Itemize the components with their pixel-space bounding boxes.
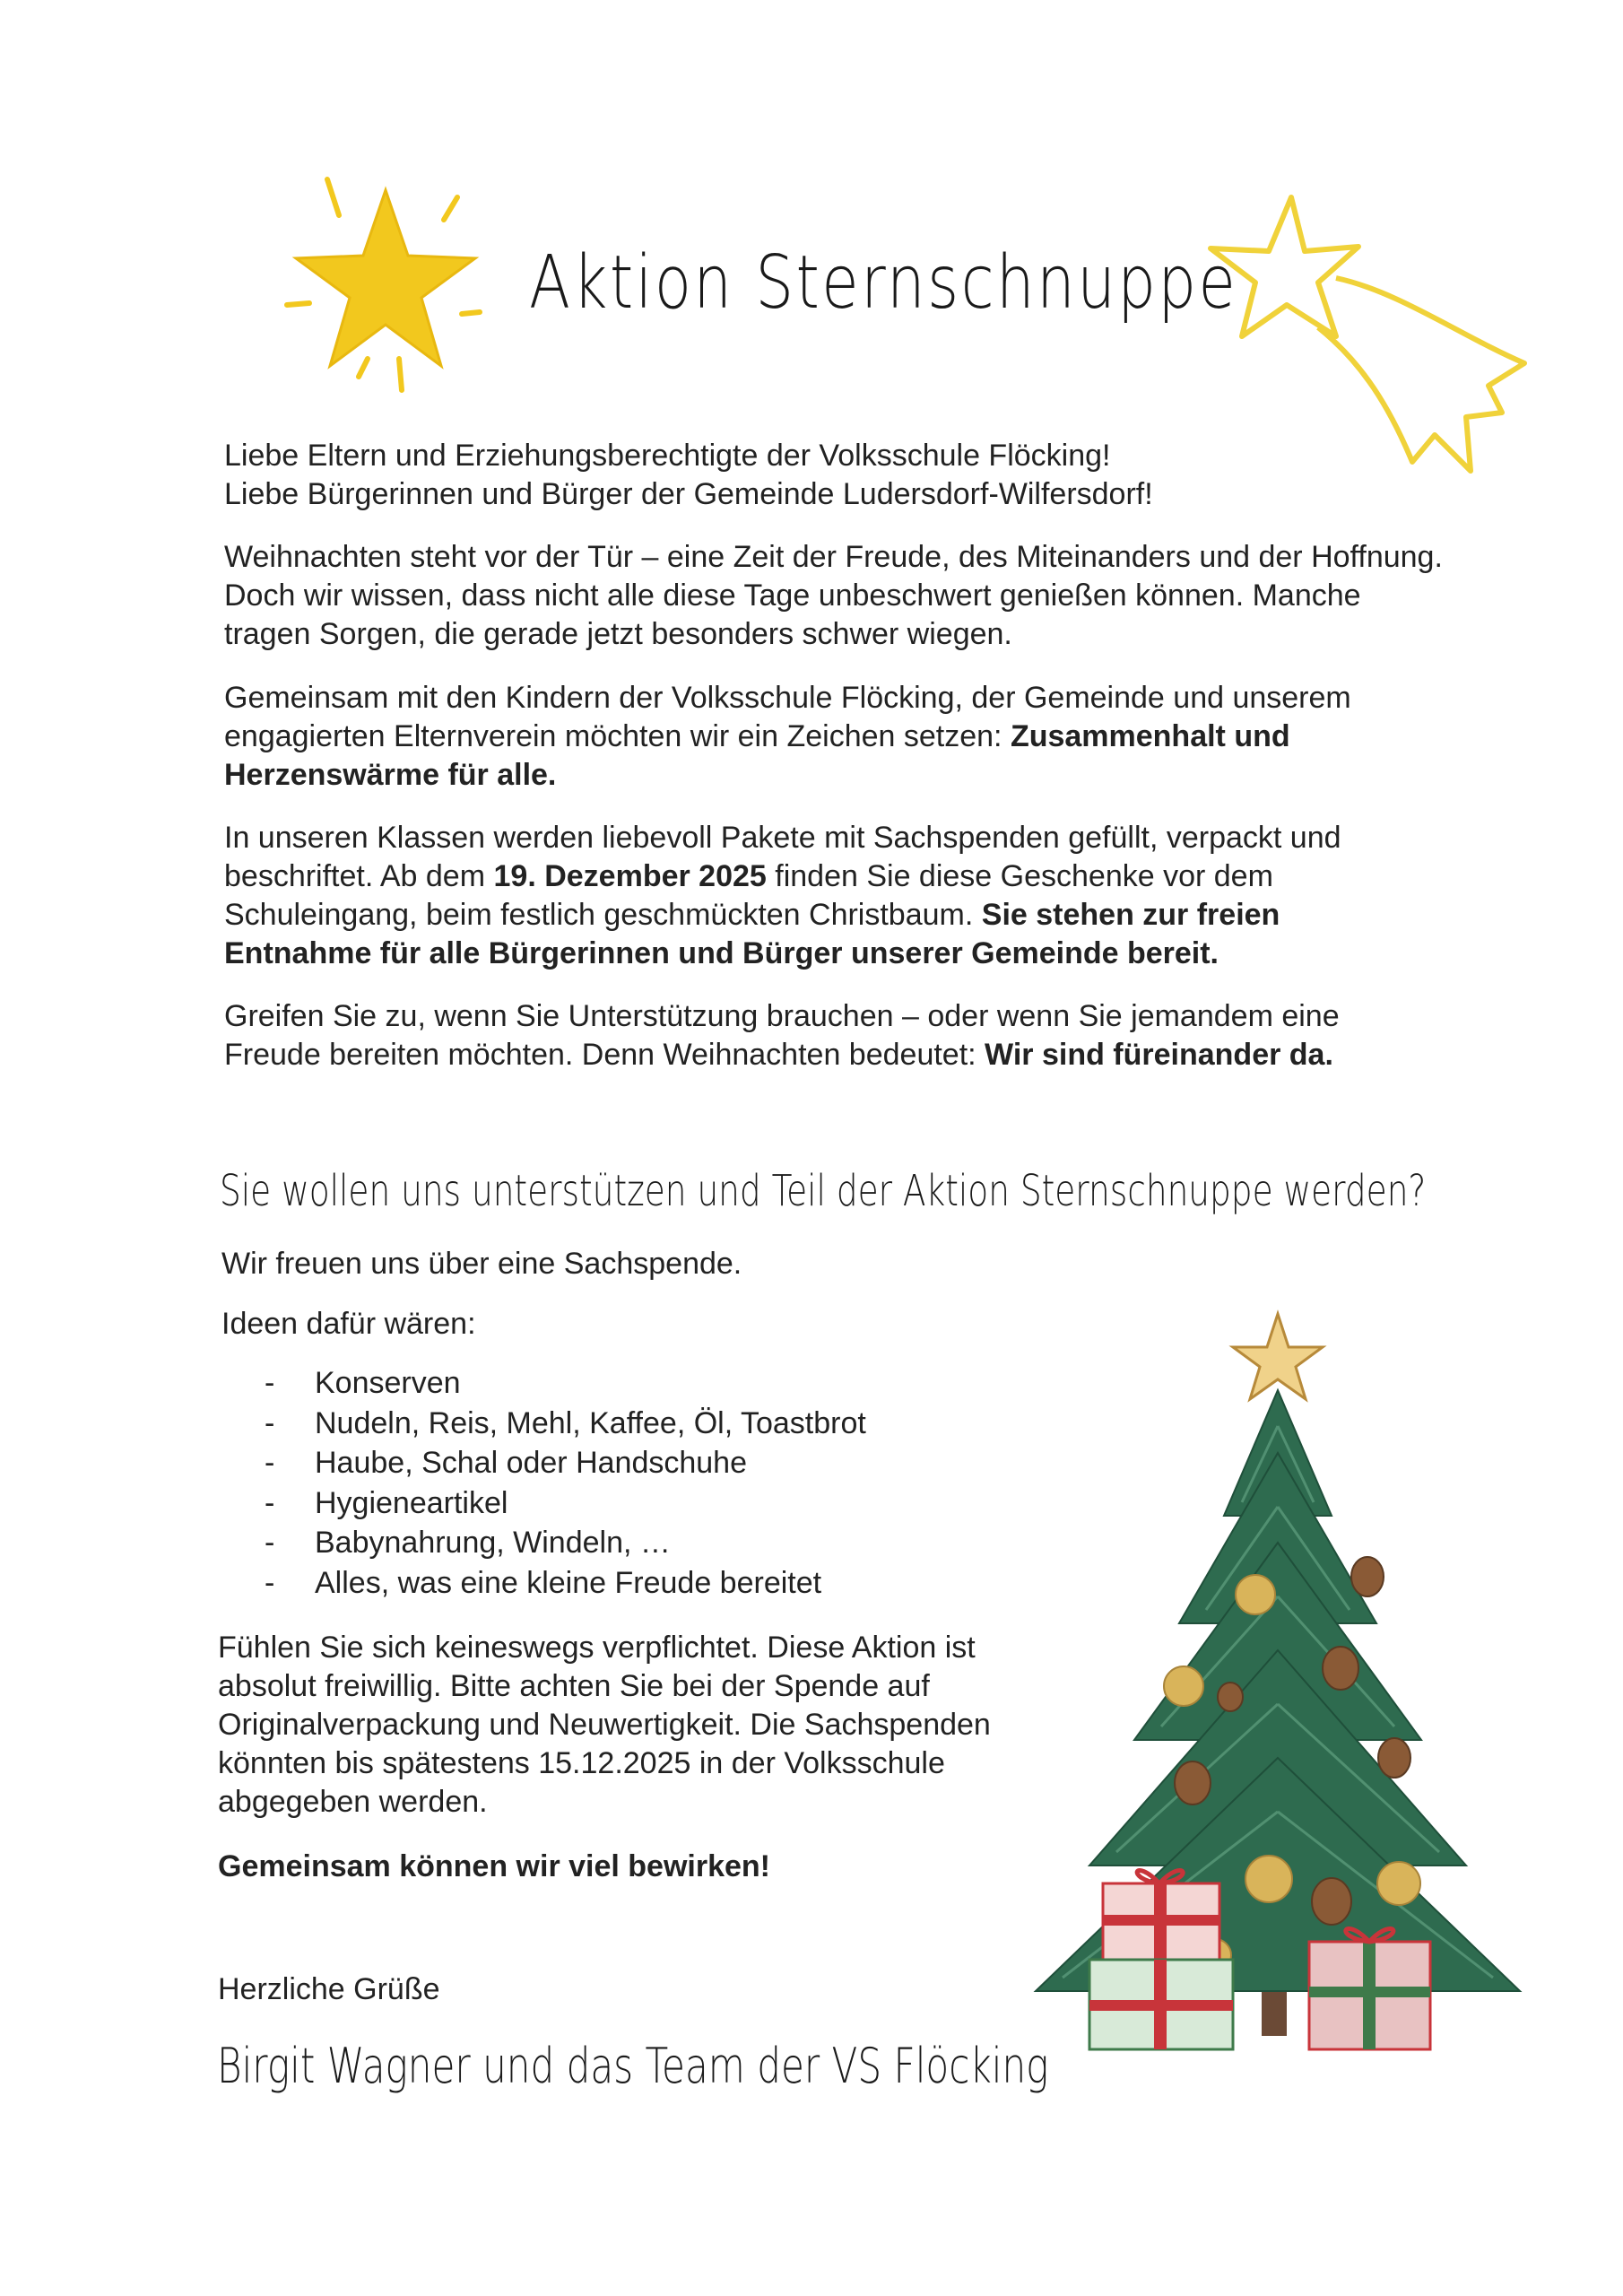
ideas-label: Ideen dafür wären: — [221, 1307, 476, 1341]
signature-name: Birgit Wagner und das Team der VS Flöcking — [217, 2038, 1049, 2094]
paragraph-packages-text-a: In unseren Klassen werden liebevoll Pakete mit Sachspenden gefüllt, verpackt und beschriftet. Ab dem — [224, 821, 1341, 893]
ideas-list — [265, 1363, 866, 1603]
closing-statement: Gemeinsam können wir viel bewirken! — [218, 1849, 770, 1883]
paragraph-help-bold: Wir sind füreinander da. — [985, 1038, 1333, 1072]
bullet: - — [265, 1485, 275, 1520]
greeting — [224, 437, 1497, 514]
star-icon — [287, 179, 484, 395]
list-item-label: Konserven — [315, 1366, 461, 1400]
paragraph-help-text: Greifen Sie zu, wenn Sie Unterstützung brauchen – oder wenn Sie jemandem eine Freude bereiten möchten. Denn Weihnachten bedeutet: — [224, 999, 1340, 1072]
support-intro: Wir freuen uns über eine Sachspende. — [221, 1247, 742, 1281]
gift-box-left — [1089, 1870, 1233, 2049]
bullet: - — [265, 1565, 275, 1600]
gift-box-right — [1309, 1928, 1430, 2049]
support-heading: Sie wollen uns unterstützen und Teil der Aktion Sternschnuppe werden? — [220, 1166, 1427, 1216]
paragraph-together — [224, 679, 1444, 795]
paragraph-packages-text-b: finden Sie diese Geschenke vor dem Schuleingang, beim festlich geschmückten Christbaum. — [224, 859, 1273, 932]
paragraph-together-text: Gemeinsam mit den Kindern der Volksschule Flöcking, der Gemeinde und unserem engagierten Elternverein möchten wir ein Zeichen setzen: — [224, 681, 1351, 753]
greeting-line-1: Liebe Eltern und Erziehungsberechtigte der Volksschule Flöcking! — [224, 439, 1111, 473]
list-item-label: Hygieneartikel — [315, 1485, 508, 1520]
list-item-label: Alles, was eine kleine Freude bereitet — [315, 1565, 822, 1600]
bullet: - — [265, 1526, 275, 1560]
bullet: - — [265, 1366, 275, 1400]
list-item-label: Nudeln, Reis, Mehl, Kaffee, Öl, Toastbrot — [315, 1405, 866, 1440]
paragraph-packages-bold: Sie stehen zur freien Entnahme für alle Bürgerinnen und Bürger unserer Gemeinde bereit. — [224, 898, 1280, 970]
bullet: - — [265, 1405, 275, 1440]
paragraph-help — [224, 997, 1417, 1074]
paragraph-together-bold: Zusammenhalt und Herzenswärme für alle. — [224, 719, 1290, 792]
list-item — [265, 1563, 866, 1604]
list-item — [265, 1363, 866, 1404]
greeting-line-2: Liebe Bürgerinnen und Bürger der Gemeinde Ludersdorf-Wilfersdorf! — [224, 477, 1153, 511]
bullet: - — [265, 1446, 275, 1480]
paragraph-intro: Weihnachten steht vor der Tür – eine Zeit der Freude, des Miteinanders und der Hoffnung. Doch wir wissen, dass nicht alle diese Tage unbeschwert genießen können. Manche tragen Sorgen, die gerade jetzt besonders schwer wiegen. — [224, 540, 1443, 651]
regards: Herzliche Grüße — [218, 1972, 440, 2006]
list-item — [265, 1523, 866, 1563]
list-item — [265, 1404, 866, 1444]
list-item-label: Babynahrung, Windeln, … — [315, 1526, 671, 1560]
paragraph-packages — [224, 819, 1426, 973]
list-item — [265, 1483, 866, 1524]
christmas-tree-icon — [1000, 1309, 1538, 2099]
list-item — [265, 1443, 866, 1483]
voluntary-note: Fühlen Sie sich keineswegs verpflichtet. Diese Aktion ist absolut freiwillig. Bitte achten Sie bei der Spende auf Originalverpackung und Neuwertigkeit. Die Sachspenden könnten bis spätestens 15.12.2025 in der Volksschule abgegeben werden. — [218, 1631, 991, 1819]
date-highlight: 19. Dezember 2025 — [493, 859, 767, 893]
list-item-label: Haube, Schal oder Handschuhe — [315, 1446, 747, 1480]
page-title: Aktion Sternschnuppe — [529, 240, 1238, 326]
